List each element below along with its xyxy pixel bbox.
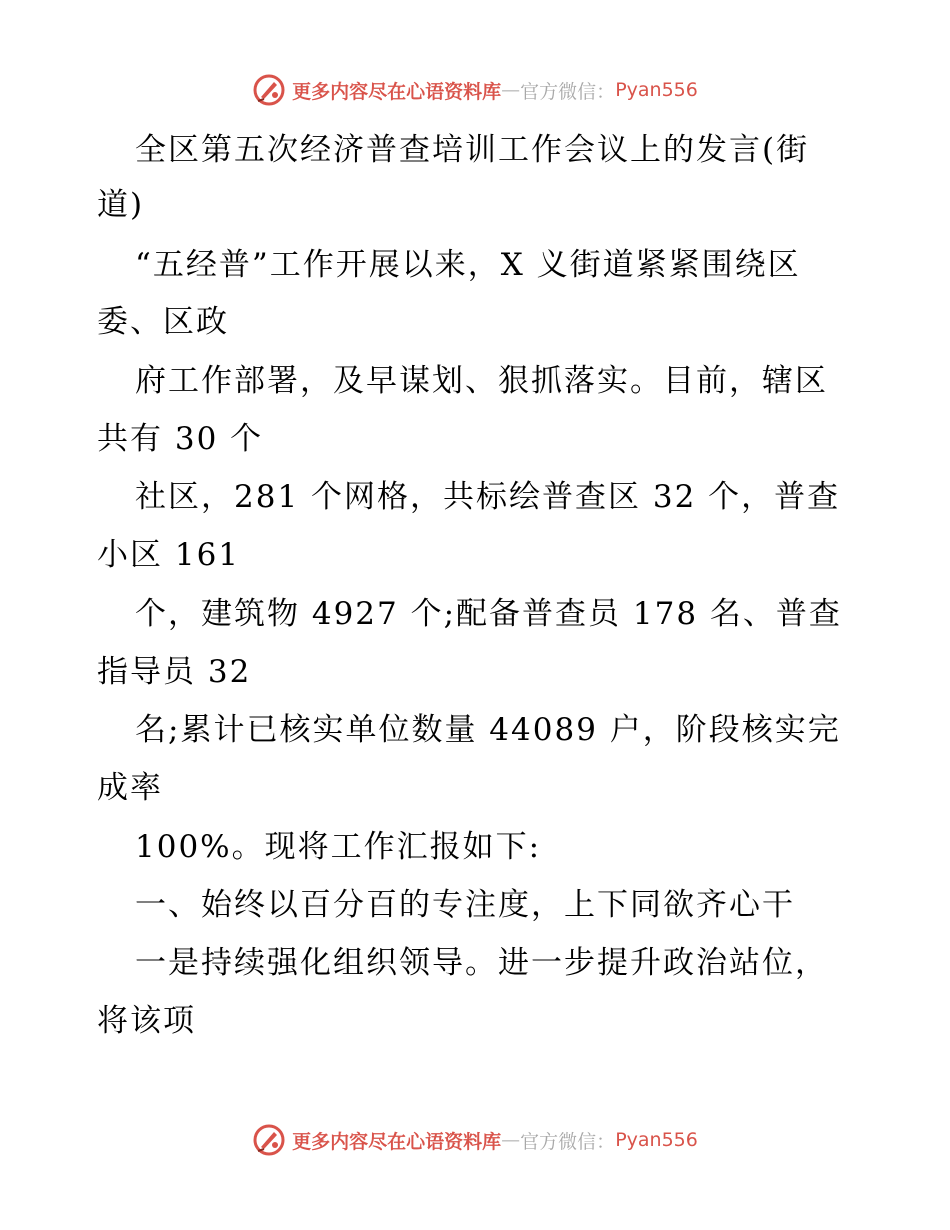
document-title-line-2: 道) [97, 187, 145, 223]
paragraph-line: 成率 [97, 770, 163, 806]
watermark-brand: 更多内容尽在心语资料库 [292, 80, 502, 103]
watermark-id: Pyan556 [615, 1129, 698, 1151]
paragraph-line: 共有 30 个 [97, 421, 264, 457]
paragraph-line: 小区 161 [97, 537, 241, 573]
document-title-line-1: 全区第五次经济普查培训工作会议上的发言(街 [135, 132, 810, 168]
watermark-dash: — [501, 1129, 521, 1151]
header-watermark [0, 70, 950, 110]
paragraph-line: “五经普”工作开展以来，X 义街道紧紧围绕区 [135, 247, 801, 283]
quill-seal-icon [252, 1123, 286, 1157]
paragraph-line: 社区，281 个网格，共标绘普查区 32 个，普查 [135, 479, 841, 515]
section-heading: 一、始终以百分百的专注度，上下同欲齐心干 [135, 887, 795, 923]
watermark-id: Pyan556 [615, 79, 698, 101]
paragraph-line: 指导员 32 [97, 654, 252, 690]
paragraph-line: 委、区政 [97, 304, 229, 340]
quill-seal-icon [252, 73, 286, 107]
paragraph-line: 一是持续强化组织领导。进一步提升政治站位， [135, 945, 828, 981]
footer-watermark [0, 1120, 950, 1160]
paragraph-line: 100%。现将工作汇报如下: [135, 829, 542, 865]
paragraph-line: 个，建筑物 4927 个;配备普查员 178 名、普查 [135, 596, 842, 632]
watermark-text [292, 1127, 698, 1154]
watermark-brand: 更多内容尽在心语资料库 [292, 1130, 502, 1153]
paragraph-line: 将该项 [97, 1003, 196, 1039]
watermark-label: 官方微信： [520, 1130, 616, 1153]
watermark-text [292, 77, 698, 104]
paragraph-line: 名;累计已核实单位数量 44089 户，阶段核实完 [135, 712, 841, 748]
watermark-dash: — [501, 79, 521, 101]
paragraph-line: 府工作部署，及早谋划、狠抓落实。目前，辖区 [135, 363, 828, 399]
watermark-label: 官方微信： [520, 80, 616, 103]
